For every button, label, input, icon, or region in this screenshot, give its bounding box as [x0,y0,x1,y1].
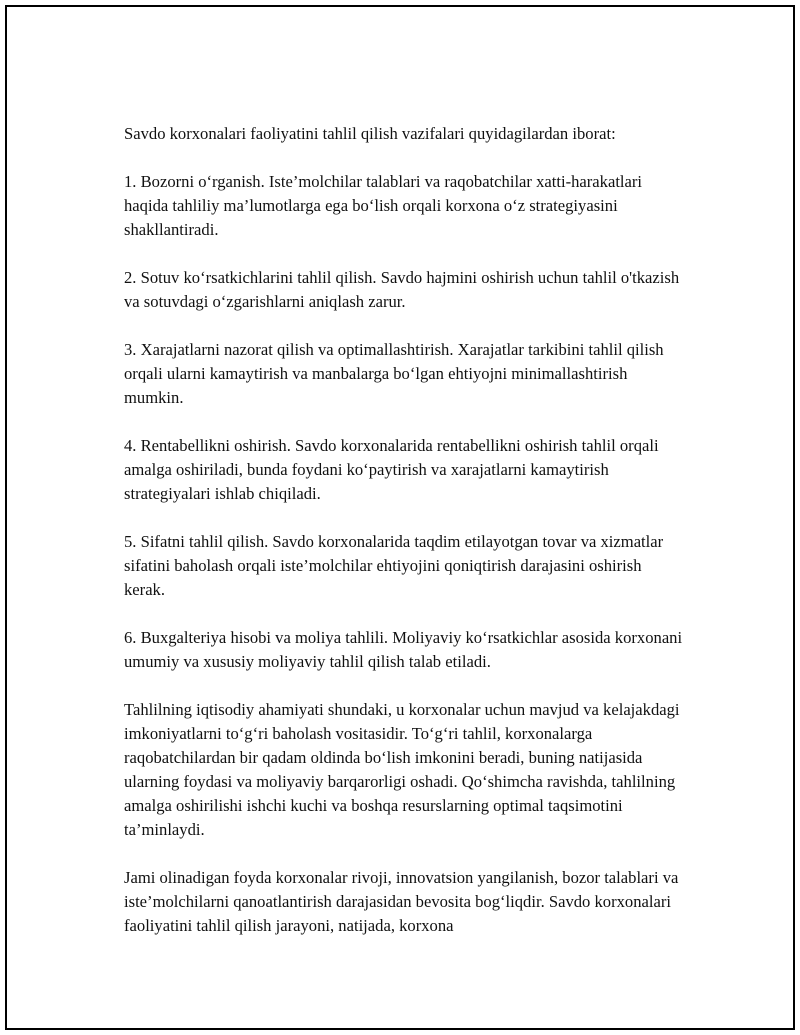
list-item-market-research: 1. Bozorni o‘rganish. Iste’molchilar talablari va raqobatchilar xatti-harakatlari haqida tahliliy ma’lumotlarga ega bo‘lish orqali korxona o‘z strategiyasini shakllantiradi. [124,172,643,239]
document-body [124,122,684,962]
page-frame [5,5,795,1030]
closing-paragraph: Jami olinadigan foyda korxonalar rivoji, innovatsion yangilanish, bozor talablari va iste’molchilarni qanoatlantirish darajasidan bevosita bog‘liqdir. Savdo korxonalari faoliyatini tahlil qilish jarayoni, natijada, korxona [124,868,679,935]
economic-significance-paragraph: Tahlilning iqtisodiy ahamiyati shundaki, u korxonalar uchun mavjud va kelajakdagi imkoniyatlarni to‘g‘ri baholash vositasidir. To‘g‘ri tahlil, korxonalarga raqobatchilardan bir qadam oldinda bo‘lish imkonini beradi, buning natijasida ularning foydasi va moliyaviy barqarorligi oshadi. Qo‘shimcha ravishda, tahlilning amalga oshirilishi ishchi kuchi va boshqa resurslarning optimal taqsimotini ta’minlaydi. [124,700,680,839]
list-item-sales-analysis: 2. Sotuv ko‘rsatkichlarini tahlil qilish. Savdo hajmini oshirish uchun tahlil o'tkazish va sotuvdagi o‘zgarishlarni aniqlash zarur. [124,268,680,311]
list-item-profitability: 4. Rentabellikni oshirish. Savdo korxonalarida rentabellikni oshirish tahlil orqali amalga oshiriladi, bunda foydani ko‘paytirish va xarajatlarni kamaytirish strategiyalari ishlab chiqiladi. [124,436,659,503]
list-item-accounting: 6. Buxgalteriya hisobi va moliya tahlili. Moliyaviy ko‘rsatkichlar asosida korxonani umumiy va xususiy moliyaviy tahlil qilish talab etiladi. [124,628,683,671]
list-item-cost-control: 3. Xarajatlarni nazorat qilish va optimallashtirish. Xarajatlar tarkibini tahlil qilish orqali ularni kamaytirish va manbalarga bo‘lgan ehtiyojni minimallashtirish mumkin. [124,340,664,407]
list-item-quality-analysis: 5. Sifatni tahlil qilish. Savdo korxonalarida taqdim etilayotgan tovar va xizmatlar sifatini baholash orqali iste’molchilar ehtiyojini qoniqtirish darajasini oshirish kerak. [124,532,664,599]
intro-paragraph: Savdo korxonalari faoliyatini tahlil qilish vazifalari quyidagilardan iborat: [124,124,616,143]
